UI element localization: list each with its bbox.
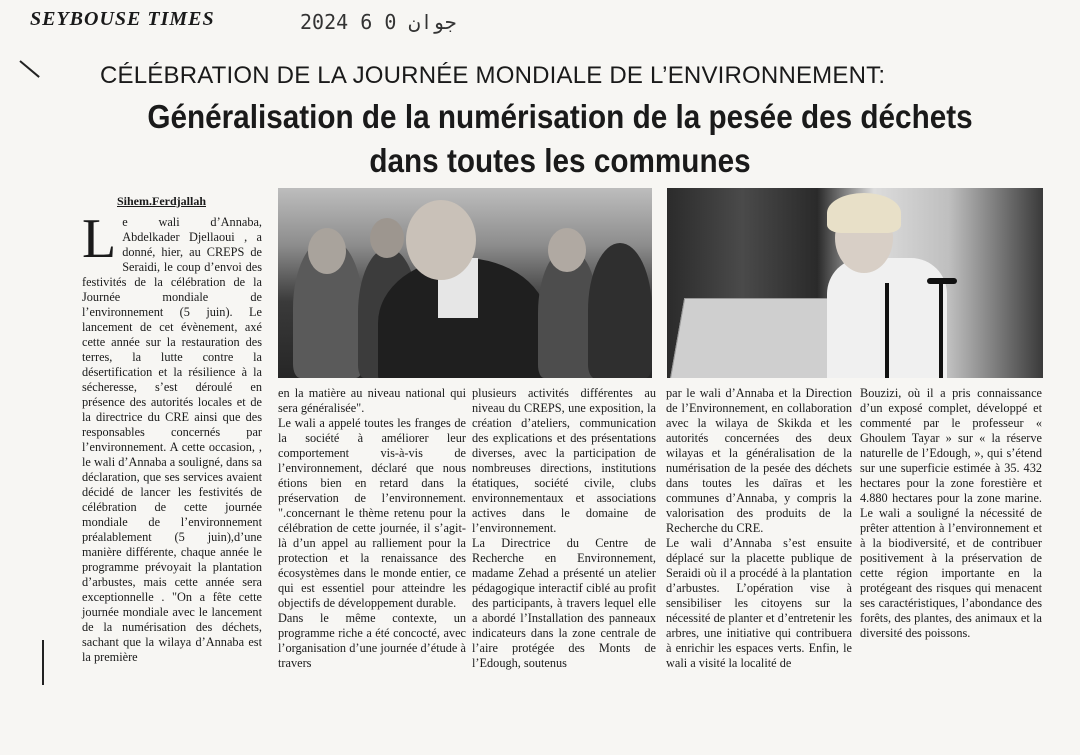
column-4-paragraph-1: par le wali d’Annaba et la Direction de l’Environnement, en collaboration avec la wilaya de Skikda et les autorités concernées des deux wilayas et la généralisation de la numérisation de la pesée des déchets dans toutes les daïras et les communes d’Annaba, y compris la valorisation des produits de la Recherche du CRE. [666, 386, 852, 535]
publication-date: 2024 جوان 0 6 [300, 10, 457, 34]
column-5-paragraph-1: Bouzizi, où il a pris connaissance d’un exposé complet, développé et commenté par le professeur « Ghoulem Tayar » sur « la réserve naturelle de l’Edough, », qui s’étend sur une superficie estimée à 35. 432 hectares pour la zone forestière et 4.880 hectares pour la zone marine. Le wali a souligné la nécessité de prêter attention à l’environnement et à la biodiversité, et de contribuer positivement à la préservation de cette région importante en la protégeant des risques qui menacent ses caractéristiques, l’abondance des forêts, des plantes, des animaux et la diversité des poissons. [860, 386, 1042, 640]
column-2-paragraph-2: Le wali a appelé toutes les franges de la société à améliorer leur comportement vis-à-vis de l’environnement, déclaré que nous étions bien en retard dans la préservation de l’environnement. ".concernant le thème retenu pour la célébration de cette journée, il s’agit-là d’un appel au ralliement pour la protection et la renaissance des écosystèmes dans le monde entier, ce qui est essentiel pour atteindre les objectifs de développement durable. [278, 416, 466, 610]
article-kicker: CÉLÉBRATION DE LA JOURNÉE MONDIALE DE L’ENVIRONNEMENT: [100, 62, 886, 89]
headline-line-2: dans toutes les communes [369, 142, 751, 179]
headline-line-1: Généralisation de la numérisation de la pesée des déchets [147, 98, 973, 135]
photo-presenter-at-microphone [667, 188, 1043, 378]
photo-wali-speaking [278, 188, 652, 378]
article-column-2 [278, 386, 466, 671]
column-3-paragraph-2: La Directrice du Centre de Recherche en Environnement, madame Zehad a présenté un atelier pédagogique interactif ciblé au profit des participants, à travers lequel elle a abordé l’Installation des panneaux indicateurs dans la zone centrale de l’aire protégée des Monts de l’Edough, soutenus [472, 536, 656, 670]
byline: Sihem.Ferdjallah [117, 194, 206, 208]
article-column-1 [82, 208, 262, 665]
article-column-5 [860, 386, 1042, 641]
column-1-paragraph-1: e wali d’Annaba, Abdelkader Djellaoui , a donné, hier, au CREPS de Seraidi, le coup d’envoi des festivités de la célébration de la Journée mondiale de l’environnement (5 juin). Le lancement de cet évènement, axé cette année sur la restauration des terres, la lutte contre la désertification et la résilience à la sécheresse, s’est déroulé en présence des autorités locales et de la directrice du CRE ainsi que des responsables concernés par l’environnement. A cette occasion, , le wali d’Annaba a souligné, dans sa déclaration, que ses services avaient décidé de lancer les festivités de célébration de cette journée mondiale de l’environnement préalablement (5 juin),d’une manière différente, chaque année le programme prévoyait la plantation d’arbustes, mais cette année sera exceptionnelle . "On a fête cette journée mondiale avec le lancement de la numérisation des déchets, sachant que la wilaya d’Annaba est la première [82, 215, 262, 664]
column-2-paragraph-1: en la matière au niveau national qui sera généralisée". [278, 386, 466, 415]
masthead: SEYBOUSE TIMES [30, 8, 215, 30]
column-4-paragraph-2: Le wali d’Annaba s’est ensuite déplacé sur la placette publique de Seraidi où il a procédé à la plantation d’arbustes. L’opération vise à sensibiliser les citoyens sur la nécessité de planter et d’entretenir les arbres, une initiative qui contribuera à enrichir les espaces verts. Enfin, le wali a visité la localité de [666, 536, 852, 670]
column-2-paragraph-3: Dans le même contexte, un programme riche a été concocté, avec l’organisation d’une journée d’étude à travers [278, 611, 466, 670]
drop-cap: L [82, 208, 117, 270]
article-headline [128, 95, 992, 183]
pen-mark-margin [42, 640, 44, 685]
article-column-4 [666, 386, 852, 671]
article-column-3 [472, 386, 656, 671]
column-3-paragraph-1: plusieurs activités différentes au niveau du CREPS, une exposition, la création d’ateliers, communication des explications et des présentations diverses, avec la participation de nombreuses directions, institutions étatiques, société civile, clubs environnementaux et associations actives dans le domaine de l’environnement. [472, 386, 656, 535]
pen-mark [19, 60, 39, 78]
